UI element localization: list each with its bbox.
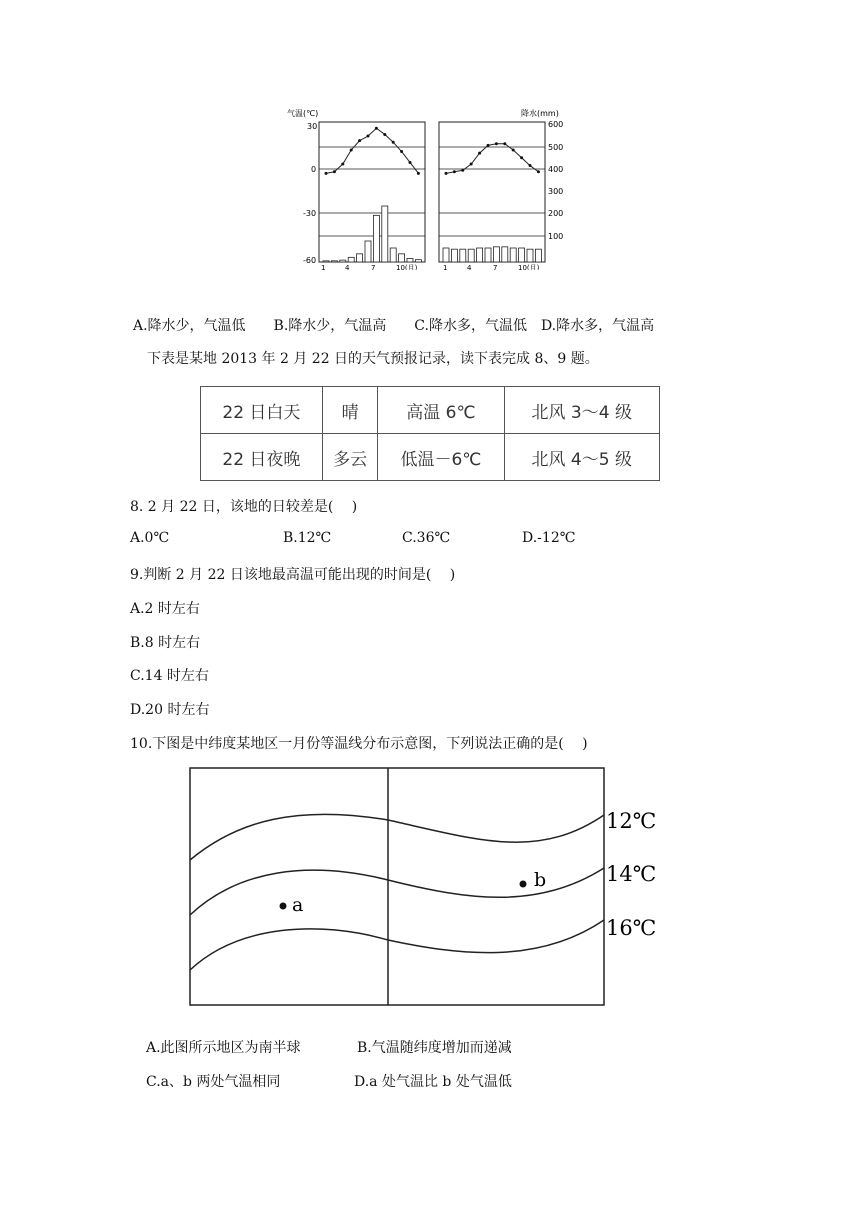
line-point xyxy=(325,172,328,175)
q8-option-a: A.0℃ xyxy=(130,530,170,546)
line-point xyxy=(400,150,403,153)
isotherm-label-14: 14℃ xyxy=(606,862,657,886)
point-a-marker xyxy=(280,903,287,910)
precipitation-bar xyxy=(348,257,354,262)
point-a-label: a xyxy=(292,894,304,916)
precipitation-bar xyxy=(485,248,491,262)
q9-option-d: D.20 时左右 xyxy=(130,702,210,718)
line-point xyxy=(453,170,456,173)
q8-option-b: B.12℃ xyxy=(283,530,332,546)
precipitation-bar xyxy=(390,248,396,262)
isotherm-map xyxy=(178,760,670,1022)
line-point xyxy=(392,141,395,144)
precipitation-bar xyxy=(340,260,346,262)
precipitation-bar xyxy=(493,247,499,262)
q10-option-d: D.a 处气温比 b 处气温低 xyxy=(354,1074,512,1090)
x-tick: 4 xyxy=(467,264,472,270)
q9-stem: 9.判断 2 月 22 日该地最高温可能出现的时间是( ) xyxy=(130,567,456,583)
line-point xyxy=(512,149,515,152)
temperature-line xyxy=(326,128,418,173)
q10-stem: 10.下图是中纬度某地区一月份等温线分布示意图，下列说法正确的是( ) xyxy=(130,736,588,752)
line-point xyxy=(478,152,481,155)
q8-option-c: C.36℃ xyxy=(402,530,451,546)
q10-option-b: B.气温随纬度增加而递减 xyxy=(357,1040,512,1056)
left-panel-frame xyxy=(319,122,425,262)
isotherm-svg xyxy=(178,760,670,1022)
precipitation-bar xyxy=(365,241,371,262)
line-point xyxy=(537,170,540,173)
precipitation-bar xyxy=(415,260,421,262)
line-point xyxy=(445,172,448,175)
x-tick: 7 xyxy=(493,264,498,270)
line-point xyxy=(367,135,370,138)
table-cell: 晴 xyxy=(322,387,378,434)
climate-charts xyxy=(285,100,570,270)
line-point xyxy=(461,169,464,172)
table-row xyxy=(201,434,660,481)
temp-tick: 30 xyxy=(307,122,318,131)
intro-8-9: 下表是某地 2013 年 2 月 22 日的天气预报记录，读下表完成 8、9 题。 xyxy=(147,351,599,367)
line-point xyxy=(529,164,532,167)
line-point xyxy=(520,156,523,159)
line-point xyxy=(470,163,473,166)
precipitation-bar xyxy=(451,249,457,262)
point-b-label: b xyxy=(534,869,547,891)
precip-tick: 300 xyxy=(548,187,564,196)
x-tick: 10(月) xyxy=(518,264,540,270)
line-point xyxy=(495,142,498,145)
precipitation-bar xyxy=(477,248,483,262)
precip-tick: 400 xyxy=(548,165,564,174)
precip-tick: 500 xyxy=(548,143,564,152)
line-point xyxy=(333,170,336,173)
right-axis-title: 降水(mm) xyxy=(521,109,559,118)
precipitation-bar xyxy=(527,249,533,262)
isotherm-16 xyxy=(190,920,604,970)
temp-tick: -60 xyxy=(303,256,317,265)
q10-option-c: C.a、b 两处气温相同 xyxy=(146,1074,281,1090)
precipitation-bar xyxy=(443,248,449,262)
line-point xyxy=(375,127,378,130)
left-axis-title: 气温(℃) xyxy=(287,109,319,118)
precipitation-bar xyxy=(502,247,508,262)
precipitation-bar xyxy=(373,215,379,262)
q8-option-d: D.-12℃ xyxy=(522,530,576,546)
q9-option-c: C.14 时左右 xyxy=(130,668,209,684)
x-tick: 10(月) xyxy=(396,264,418,270)
q9-option-b: B.8 时左右 xyxy=(130,635,201,651)
isotherm-label-12: 12℃ xyxy=(606,809,657,833)
table-cell: 北风 4～5 级 xyxy=(504,434,660,481)
precipitation-bar xyxy=(468,249,474,262)
precipitation-bar xyxy=(399,254,405,262)
q10-option-a: A.此图所示地区为南半球 xyxy=(146,1040,301,1056)
precipitation-bar xyxy=(519,248,525,262)
precipitation-bar xyxy=(357,254,363,262)
weather-table xyxy=(200,386,660,476)
line-point xyxy=(383,133,386,136)
table-cell: 多云 xyxy=(322,434,378,481)
q7-options: A.降水少，气温低 B.降水少，气温高 C.降水多，气温低 D.降水多，气温高 xyxy=(133,318,655,334)
table-cell: 高温 6℃ xyxy=(378,387,504,434)
x-tick: 1 xyxy=(443,264,448,270)
precipitation-bar xyxy=(535,249,541,262)
line-point xyxy=(487,144,490,147)
precipitation-bar xyxy=(460,249,466,262)
table-cell: 北风 3～4 级 xyxy=(504,387,660,434)
precipitation-bar xyxy=(382,206,388,262)
line-point xyxy=(409,161,412,164)
x-tick: 1 xyxy=(321,264,326,270)
precipitation-bar xyxy=(510,248,516,262)
line-point xyxy=(358,139,361,142)
x-tick: 7 xyxy=(371,264,376,270)
point-b-marker xyxy=(520,881,527,888)
precipitation-bar xyxy=(407,259,413,263)
q8-stem: 8. 2 月 22 日，该地的日较差是( ) xyxy=(130,499,358,515)
temp-tick: 0 xyxy=(311,165,317,174)
line-point xyxy=(503,142,506,145)
table-cell: 低温－6℃ xyxy=(378,434,504,481)
x-tick: 4 xyxy=(345,264,350,270)
precipitation-bar xyxy=(323,261,329,262)
table-cell: 22 日白天 xyxy=(201,387,323,434)
temp-tick: -30 xyxy=(303,209,317,218)
q9-option-a: A.2 时左右 xyxy=(130,601,200,617)
precipitation-bar xyxy=(331,261,337,262)
climate-chart-svg xyxy=(285,100,570,270)
line-point xyxy=(341,163,344,166)
isotherm-label-16: 16℃ xyxy=(606,916,657,940)
precip-tick: 100 xyxy=(548,232,564,241)
table-cell: 22 日夜晚 xyxy=(201,434,323,481)
line-point xyxy=(417,172,420,175)
precip-tick: 600 xyxy=(548,120,564,129)
isotherm-12 xyxy=(190,814,604,860)
table-row xyxy=(201,387,660,434)
right-panel-frame xyxy=(439,122,545,262)
precip-tick: 200 xyxy=(548,209,564,218)
line-point xyxy=(350,149,353,152)
